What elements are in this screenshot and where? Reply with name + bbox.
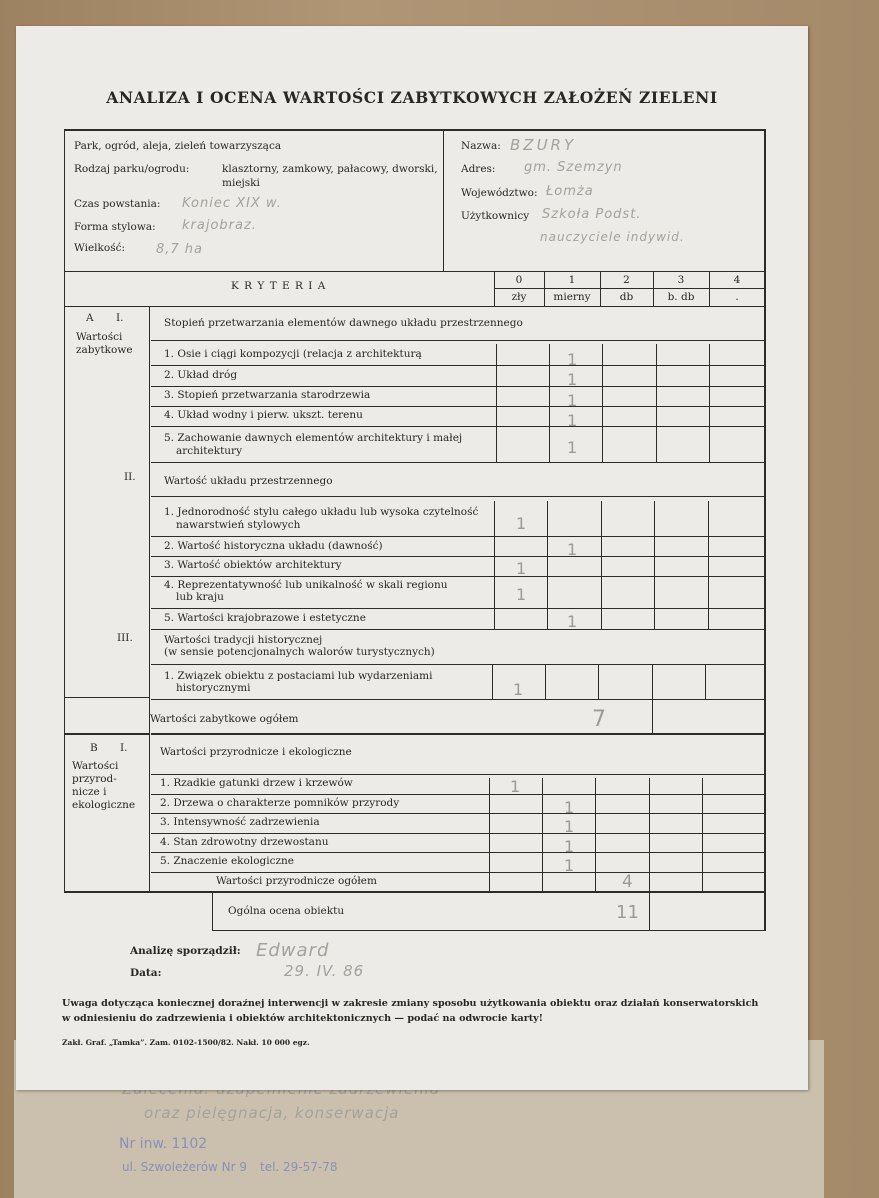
voivodeship-value: Łomża [546, 184, 594, 199]
address-value: gm. Szemzyn [524, 160, 623, 175]
time-label: Czas powstania: [74, 198, 161, 210]
grade-4-label: . [735, 291, 739, 303]
note-line-2: w odniesieniu do zadrzewienia i obiektów architektonicznych — podać na odwrocie karty! [62, 1013, 543, 1024]
kind-options-1: klasztorny, zamkowy, pałacowy, dworski, [222, 163, 438, 175]
a1-item-5-line-1: 5. Zachowanie dawnych elementów architektury i małej [164, 432, 463, 444]
category-column-divider [149, 306, 150, 893]
b-total-label: Wartości przyrodnicze ogółem [216, 875, 377, 887]
a2-mark-3: 1 [516, 559, 527, 578]
a3-title-2: (w sensie potencjonalnych walorów turystycznych) [164, 646, 435, 658]
size-label: Wielkość: [74, 242, 126, 254]
style-value: krajobraz. [182, 218, 257, 233]
stamp-phone: tel. 29-57-78 [260, 1160, 338, 1174]
section-b-name-2: przyrod- [72, 773, 117, 785]
a1-item-1: 1. Osie i ciągi kompozycji (relacja z architekturą [164, 348, 422, 360]
a3-item-1-line-1: 1. Związek obiektu z postaciami lub wydarzeniami [164, 670, 433, 682]
section-b-letter: B [90, 742, 98, 754]
a1-mark-4: 1 [567, 411, 578, 430]
a1-title: Stopień przetwarzania elementów dawnego układu przestrzennego [164, 317, 523, 329]
stamp-inventory: Nr inw. 1102 [119, 1136, 208, 1152]
grade-0-num: 0 [515, 274, 523, 286]
a2-item-2: 2. Wartość historyczna układu (dawność) [164, 540, 383, 552]
grade-2-num: 2 [623, 274, 630, 286]
section-b-name-1: Wartości [72, 760, 119, 772]
card-handwriting-2: oraz pielęgnacja, konserwacja [144, 1104, 400, 1122]
form-sheet [16, 26, 808, 1090]
section-b-name-4: ekologiczne [72, 799, 136, 811]
note-line-1: Uwaga dotycząca koniecznej doraźnej interwencji w zakresie zmiany sposobu użytkowania obiektu oraz działań konserwatorskich [62, 998, 759, 1009]
size-value: 8,7 ha [156, 242, 204, 257]
kind-options-2: miejski [222, 177, 260, 189]
b-title: Wartości przyrodnicze i ekologiczne [160, 746, 352, 758]
a-total-value: 7 [592, 707, 606, 732]
a2-mark-2: 1 [567, 540, 578, 559]
table-left-border [64, 129, 65, 893]
grade-0-label: zły [511, 291, 527, 303]
a2-title: Wartość układu przestrzennego [164, 475, 333, 487]
overall-value: 11 [616, 902, 639, 923]
b-mark-1: 1 [510, 777, 521, 796]
a2-item-1-line-2: nawarstwień stylowych [176, 519, 301, 531]
grade-3-label: b. db [667, 291, 695, 303]
prepared-signature: Edward [256, 940, 330, 961]
b-item-5: 5. Znaczenie ekologiczne [160, 855, 295, 867]
a1-item-4: 4. Układ wodny i pierw. ukszt. terenu [164, 409, 363, 421]
b-total-value: 4 [622, 872, 633, 892]
users-value-1: Szkoła Podst. [542, 207, 642, 222]
voivodeship-label: Województwo: [461, 187, 538, 199]
a3-title-1: Wartości tradycji historycznej [164, 634, 323, 646]
a2-mark-5: 1 [567, 612, 578, 631]
b-mark-5: 1 [564, 856, 575, 875]
b-mark-3: 1 [564, 817, 575, 836]
time-value: Koniec XIX w. [182, 196, 282, 211]
section-b-name-3: nicze i [72, 786, 107, 798]
a2-item-1-line-1: 1. Jednorodność stylu całego układu lub wysoka czytelność [164, 506, 479, 518]
grade-header-divider [494, 288, 765, 289]
info-divider [443, 129, 444, 272]
a2-item-4-line-2: lub kraju [176, 591, 224, 603]
b-item-3: 3. Intensywność zadrzewienia [160, 816, 320, 828]
a2-mark-4: 1 [516, 585, 527, 604]
a-total-label: Wartości zabytkowe ogółem [150, 713, 299, 725]
prepared-label: Analizę sporządził: [130, 945, 241, 957]
a2-item-3: 3. Wartość obiektów architektury [164, 559, 342, 571]
name-value: BZURY [510, 136, 577, 154]
b-item-1: 1. Rzadkie gatunki drzew i krzewów [160, 777, 353, 789]
section-a-roman-1: I. [116, 312, 124, 324]
a2-item-4-line-1: 4. Reprezentatywność lub unikalność w skali regionu [164, 579, 448, 591]
grade-3-num: 3 [677, 274, 685, 286]
grade-1-label: mierny [553, 291, 591, 303]
criteria-header-top [64, 271, 765, 272]
overall-label: Ogólna ocena obiektu [228, 905, 345, 917]
b-mark-4: 1 [564, 837, 575, 856]
kind-label: Rodzaj parku/ogrodu: [74, 163, 190, 175]
type-label: Park, ogród, aleja, zieleń towarzysząca [74, 140, 282, 152]
address-label: Adres: [461, 163, 496, 175]
date-value: 29. IV. 86 [284, 962, 365, 980]
grade-2-label: db [619, 291, 634, 303]
stamp-address: ul. Szwoleżerów Nr 9 [122, 1160, 248, 1174]
section-a-letter: A [86, 312, 94, 324]
print-info: Zakł. Graf. „Tamka”. Zam. 0102-1500/82. Nakł. 10 000 egz. [62, 1038, 310, 1047]
a1-item-2: 2. Układ dróg [164, 369, 238, 381]
users-label: Użytkownicy [461, 210, 530, 222]
b-item-4: 4. Stan zdrowotny drzewostanu [160, 836, 329, 848]
a3-mark-1: 1 [513, 680, 524, 699]
table-right-border [764, 129, 766, 931]
a1-mark-5: 1 [567, 438, 578, 457]
date-label: Data: [130, 967, 162, 979]
a1-item-5-line-2: architektury [176, 445, 243, 457]
b-mark-2: 1 [564, 798, 575, 817]
table-bottom-border [64, 891, 765, 893]
grade-1-num: 1 [568, 274, 576, 286]
grade-4-num: 4 [733, 274, 741, 286]
b-item-2: 2. Drzewa o charakterze pomników przyrody [160, 797, 400, 809]
a3-item-1-line-2: historycznymi [176, 682, 251, 694]
table-top-border [64, 129, 765, 131]
a1-mark-1: 1 [567, 350, 578, 369]
form-title: ANALIZA I OCENA WARTOŚCI ZABYTKOWYCH ZAŁOŻEŃ ZIELENI [106, 88, 718, 107]
a2-item-5: 5. Wartości krajobrazowe i estetyczne [164, 612, 366, 624]
style-label: Forma stylowa: [74, 221, 156, 233]
section-a-name-2: zabytkowe [76, 344, 133, 356]
name-label: Nazwa: [461, 140, 501, 152]
criteria-header-bottom [64, 306, 765, 307]
users-value-2: nauczyciele indywid. [540, 230, 685, 244]
a1-mark-3: 1 [567, 391, 578, 410]
section-a-roman-3: III. [117, 632, 133, 644]
section-b-roman: I. [120, 742, 128, 754]
a2-mark-1: 1 [516, 514, 527, 533]
section-a-name-1: Wartości [76, 331, 123, 343]
a1-mark-2: 1 [567, 370, 578, 389]
a1-item-3: 3. Stopień przetwarzania starodrzewia [164, 389, 371, 401]
section-a-roman-2: II. [124, 471, 136, 483]
criteria-header: K R Y T E R I A [231, 280, 327, 292]
